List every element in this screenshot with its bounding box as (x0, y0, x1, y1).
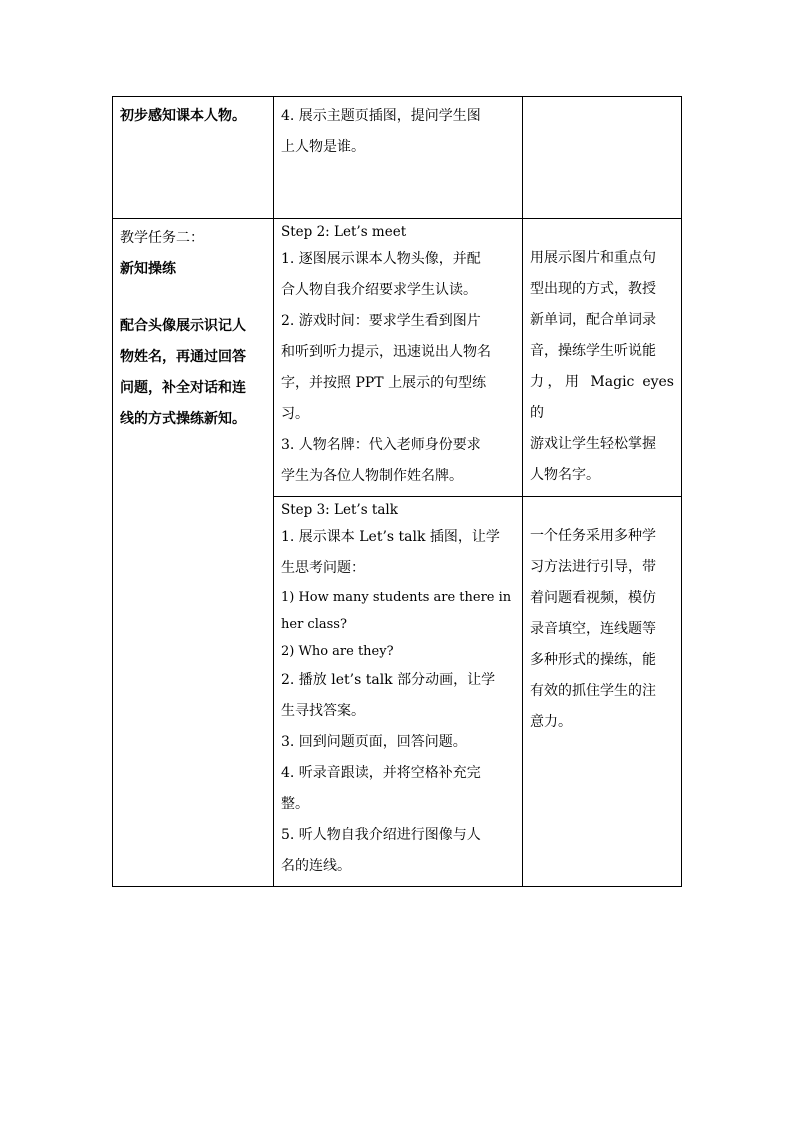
step2-line: 3. 人物名牌：代入老师身份要求 (281, 437, 481, 453)
purpose-line: 型出现的方式，教授 (530, 281, 656, 297)
purpose-line: 人物名字。 (530, 467, 600, 483)
purpose-line: 音，操练学生听说能 (530, 343, 656, 359)
purpose-line: 录音填空，连线题等 (530, 621, 656, 637)
purpose-line: 新单词，配合单词录 (530, 312, 656, 328)
purpose-line: 游戏让学生轻松掌握 (530, 436, 656, 452)
step3-question-line: 2) Who are they? (281, 644, 394, 659)
step3-line: 生寻找答案。 (281, 703, 365, 719)
purpose-line: 习方法进行引导，带 (530, 559, 656, 575)
step2-line: 字，并按照 PPT 上展示的句型练 (281, 375, 487, 391)
step2-line: 和听到听力提示，迅速说出人物名 (281, 344, 491, 360)
step3-line: 1. 展示课本 Let’s talk 插图，让学 (281, 529, 500, 545)
step3-line: 3. 回到问题页面，回答问题。 (281, 734, 467, 750)
step3-line: 5. 听人物自我介绍进行图像与人 (281, 827, 481, 843)
step2-line: 习。 (281, 406, 309, 422)
step2-line: 合人物自我介绍要求学生认读。 (281, 282, 477, 298)
activity-line: 4. 展示主题页插图，提问学生图 (281, 108, 481, 124)
step3-heading: Step 3: Let’s talk (281, 502, 398, 518)
purpose-line: 意力。 (530, 714, 572, 730)
task-title: 新知操练 (120, 261, 176, 277)
step3-line: 整。 (281, 796, 309, 812)
purpose-line: 着问题看视频，模仿 (530, 590, 656, 606)
purpose-line: 力，用 Magic eyes 的 (530, 374, 674, 421)
step2-line: 1. 逐图展示课本人物头像，并配 (281, 251, 481, 267)
step3-line: 4. 听录音跟读，并将空格补充完 (281, 765, 481, 781)
step2-line: 学生为各位人物制作姓名牌。 (281, 468, 463, 484)
task-desc-line: 配合头像展示识记人 (120, 318, 246, 334)
row1-activity-cell (274, 97, 523, 219)
step3-question-line: her class? (281, 617, 347, 632)
step2-purpose-cell (523, 219, 682, 497)
step3-question-line: 1) How many students are there in (281, 590, 512, 605)
lesson-plan-table (112, 96, 682, 887)
step3-line: 名的连线。 (281, 858, 351, 874)
spacer (120, 285, 266, 311)
step2-heading: Step 2: Let’s meet (281, 224, 407, 240)
task-desc-line: 物姓名，再通过回答 (120, 349, 246, 365)
task-desc-line: 问题，补全对话和连 (120, 380, 246, 396)
purpose-line: 一个任务采用多种学 (530, 528, 656, 544)
step3-cell (274, 497, 523, 887)
step3-purpose-cell (523, 497, 682, 887)
purpose-line: 用展示图片和重点句 (530, 250, 656, 266)
activity-line: 上人物是谁。 (281, 139, 365, 155)
step3-line: 2. 播放 let’s talk 部分动画，让学 (281, 672, 496, 688)
step2-line: 2. 游戏时间：要求学生看到图片 (281, 313, 481, 329)
step3-line: 生思考问题： (281, 560, 365, 576)
purpose-line: 有效的抓住学生的注 (530, 683, 656, 699)
row1-goal-cell (113, 97, 274, 219)
table-row (113, 219, 682, 497)
task-label: 教学任务二： (120, 230, 204, 246)
task-desc-line: 线的方式操练新知。 (120, 411, 246, 427)
step2-cell (274, 219, 523, 497)
goal-text: 初步感知课本人物。 (120, 108, 246, 124)
table-row (113, 97, 682, 219)
row1-purpose-cell (523, 97, 682, 219)
task-two-cell (113, 219, 274, 887)
purpose-line: 多种形式的操练，能 (530, 652, 656, 668)
